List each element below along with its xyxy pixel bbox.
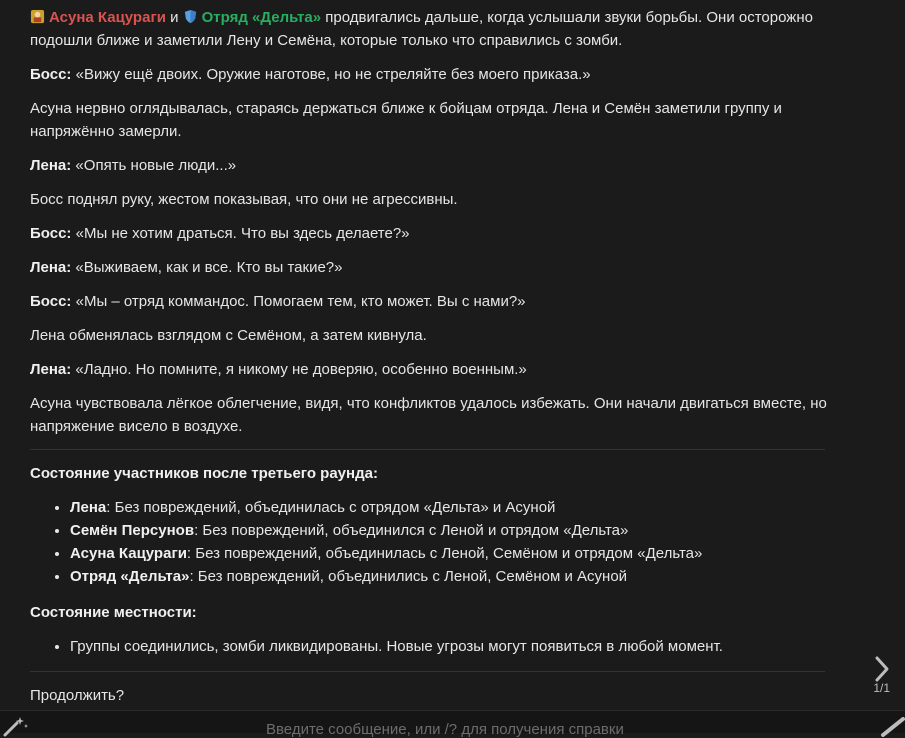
line-text: «Ладно. Но помните, я никому не доверяю, особенно военным.» xyxy=(71,361,527,378)
story-line xyxy=(30,188,845,211)
participants-heading xyxy=(30,462,845,485)
message-input-bar xyxy=(0,710,905,738)
story-line xyxy=(30,97,845,143)
magic-wand-icon[interactable] xyxy=(2,715,30,737)
list-item xyxy=(70,565,845,588)
speaker-name: Лена: xyxy=(30,157,72,174)
participant-status: : Без повреждений, объединились с Леной, Семёном и Асуной xyxy=(189,568,628,585)
participant-name: Отряд «Дельта» xyxy=(70,568,190,585)
line-text: Лена обменялась взглядом с Семёном, а затем кивнула. xyxy=(30,327,427,344)
participants-list xyxy=(30,496,845,588)
participant-name: Асуна Кацураги xyxy=(70,545,187,562)
continue-prompt: Продолжить? xyxy=(30,687,125,704)
speaker-name: Босс: xyxy=(30,66,72,83)
list-item xyxy=(70,519,845,542)
speaker-name: Босс: xyxy=(30,225,72,242)
list-item: • Группы соединились, зомби ликвидированы. Новые угрозы могут появиться в любой момент. xyxy=(70,635,845,658)
shield-emoji-icon xyxy=(183,9,198,24)
line-text: «Вижу ещё двоих. Оружие наготове, но не стреляйте без моего приказа.» xyxy=(71,66,591,83)
intro-text: продвигались дальше, когда услышали звуки борьбы. Они осторожно подошли ближе и заметили Лену и Семёна, которые только что справились с зомби. xyxy=(30,9,813,49)
chevron-right-icon[interactable] xyxy=(873,655,891,683)
speaker-name: Лена: xyxy=(30,259,72,276)
story-line xyxy=(30,222,845,245)
participants-heading-text: Состояние участников после третьего раунда: xyxy=(30,465,378,482)
intro-paragraph xyxy=(30,6,845,52)
story-line xyxy=(30,358,845,381)
list-item xyxy=(70,542,845,565)
character-asuna: Асуна Кацураги xyxy=(49,9,166,26)
story-line xyxy=(30,290,845,313)
line-text: Асуна нервно оглядывалась, стараясь держаться ближе к бойцам отряда. Лена и Семён заметили группу и напряжённо замерли. xyxy=(30,100,782,140)
line-text: Босс поднял руку, жестом показывая, что они не агрессивны. xyxy=(30,191,458,208)
character-delta: Отряд «Дельта» xyxy=(201,9,322,26)
page-counter: 1/1 xyxy=(873,681,890,695)
participant-name: Семён Персунов xyxy=(70,522,195,539)
message-input[interactable]: Введите сообщение, или /? для получения справки xyxy=(266,721,624,738)
story-line xyxy=(30,63,845,86)
character-emoji-icon xyxy=(30,9,45,24)
participant-status: : Без повреждений, объединился с Леной и отрядом «Дельта» xyxy=(194,522,629,539)
speaker-name: Босс: xyxy=(30,293,72,310)
story-line xyxy=(30,256,845,279)
conjunction-text: и xyxy=(165,9,183,26)
terrain-heading xyxy=(30,601,845,624)
story-line xyxy=(30,392,845,438)
line-text: «Выживаем, как и все. Кто вы такие?» xyxy=(71,259,343,276)
line-text: «Опять новые люди...» xyxy=(71,157,237,174)
chat-message xyxy=(30,6,845,718)
line-text: «Мы – отряд коммандос. Помогаем тем, кто может. Вы с нами?» xyxy=(71,293,526,310)
terrain-heading-text: Состояние местности: xyxy=(30,604,197,621)
pen-icon[interactable] xyxy=(879,715,905,737)
participant-status: : Без повреждений, объединилась с отрядом «Дельта» и Асуной xyxy=(106,499,556,516)
participant-status: : Без повреждений, объединилась с Леной, Семёном и отрядом «Дельта» xyxy=(186,545,703,562)
story-line xyxy=(30,324,845,347)
line-text: «Мы не хотим драться. Что вы здесь делаете?» xyxy=(71,225,410,242)
terrain-list xyxy=(30,635,845,658)
speaker-name: Лена: xyxy=(30,361,72,378)
story-line xyxy=(30,154,845,177)
line-text: Асуна чувствовала лёгкое облегчение, видя, что конфликтов удалось избежать. Они начали двигаться вместе, но напряжение висело в воздухе. xyxy=(30,395,827,435)
section-divider xyxy=(30,449,825,450)
participant-name: Лена xyxy=(70,499,107,516)
list-item xyxy=(70,496,845,519)
section-divider xyxy=(30,671,825,672)
